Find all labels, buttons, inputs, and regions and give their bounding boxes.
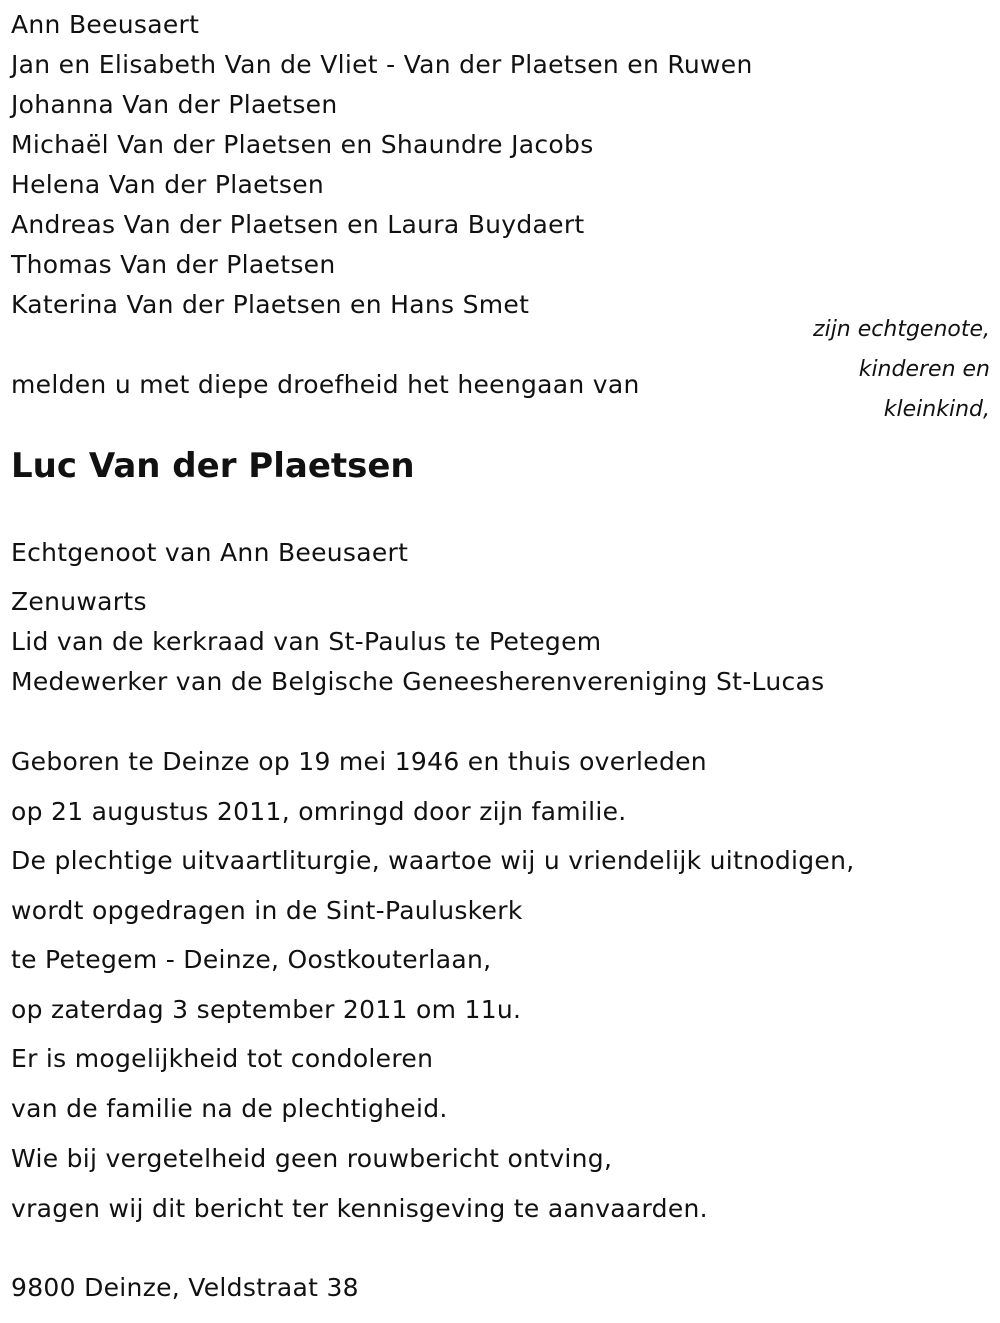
mourner-line: Andreas Van der Plaetsen en Laura Buydaert <box>11 210 585 239</box>
detail-line: De plechtige uitvaartliturgie, waartoe wij u vriendelijk uitnodigen, <box>11 846 855 875</box>
mourner-line: Ann Beeusaert <box>11 10 200 39</box>
spouse-line: Echtgenoot van Ann Beeusaert <box>11 538 409 567</box>
detail-line: van de familie na de plechtigheid. <box>11 1094 448 1123</box>
detail-line: Geboren te Deinze op 19 mei 1946 en thuis overleden <box>11 747 707 776</box>
mourner-line: Jan en Elisabeth Van de Vliet - Van der Plaetsen en Ruwen <box>11 50 753 79</box>
title-line: Lid van de kerkraad van St-Paulus te Petegem <box>11 627 602 656</box>
detail-line: wordt opgedragen in de Sint-Pauluskerk <box>11 896 523 925</box>
mourner-line: Katerina Van der Plaetsen en Hans Smet <box>11 290 530 319</box>
detail-line: Er is mogelijkheid tot condoleren <box>11 1044 434 1073</box>
relation-line: kleinkind, <box>883 397 990 422</box>
address-line: 9800 Deinze, Veldstraat 38 <box>11 1273 359 1302</box>
mourner-line: Johanna Van der Plaetsen <box>11 90 338 119</box>
detail-line: te Petegem - Deinze, Oostkouterlaan, <box>11 945 492 974</box>
title-line: Zenuwarts <box>11 587 147 616</box>
relation-line: kinderen en <box>858 357 990 382</box>
detail-line: op 21 augustus 2011, omringd door zijn familie. <box>11 797 627 826</box>
detail-line: vragen wij dit bericht ter kennisgeving te aanvaarden. <box>11 1194 708 1223</box>
relation-line: zijn echtgenote, <box>813 317 990 342</box>
mourner-line: Thomas Van der Plaetsen <box>11 250 336 279</box>
announcement-text: melden u met diepe droefheid het heengaan van <box>11 370 640 399</box>
mourner-line: Michaël Van der Plaetsen en Shaundre Jacobs <box>11 130 594 159</box>
detail-line: op zaterdag 3 september 2011 om 11u. <box>11 995 522 1024</box>
title-line: Medewerker van de Belgische Geneesherenvereniging St-Lucas <box>11 667 825 696</box>
mourner-line: Helena Van der Plaetsen <box>11 170 325 199</box>
deceased-name: Luc Van der Plaetsen <box>11 446 415 486</box>
detail-line: Wie bij vergetelheid geen rouwbericht ontving, <box>11 1144 613 1173</box>
